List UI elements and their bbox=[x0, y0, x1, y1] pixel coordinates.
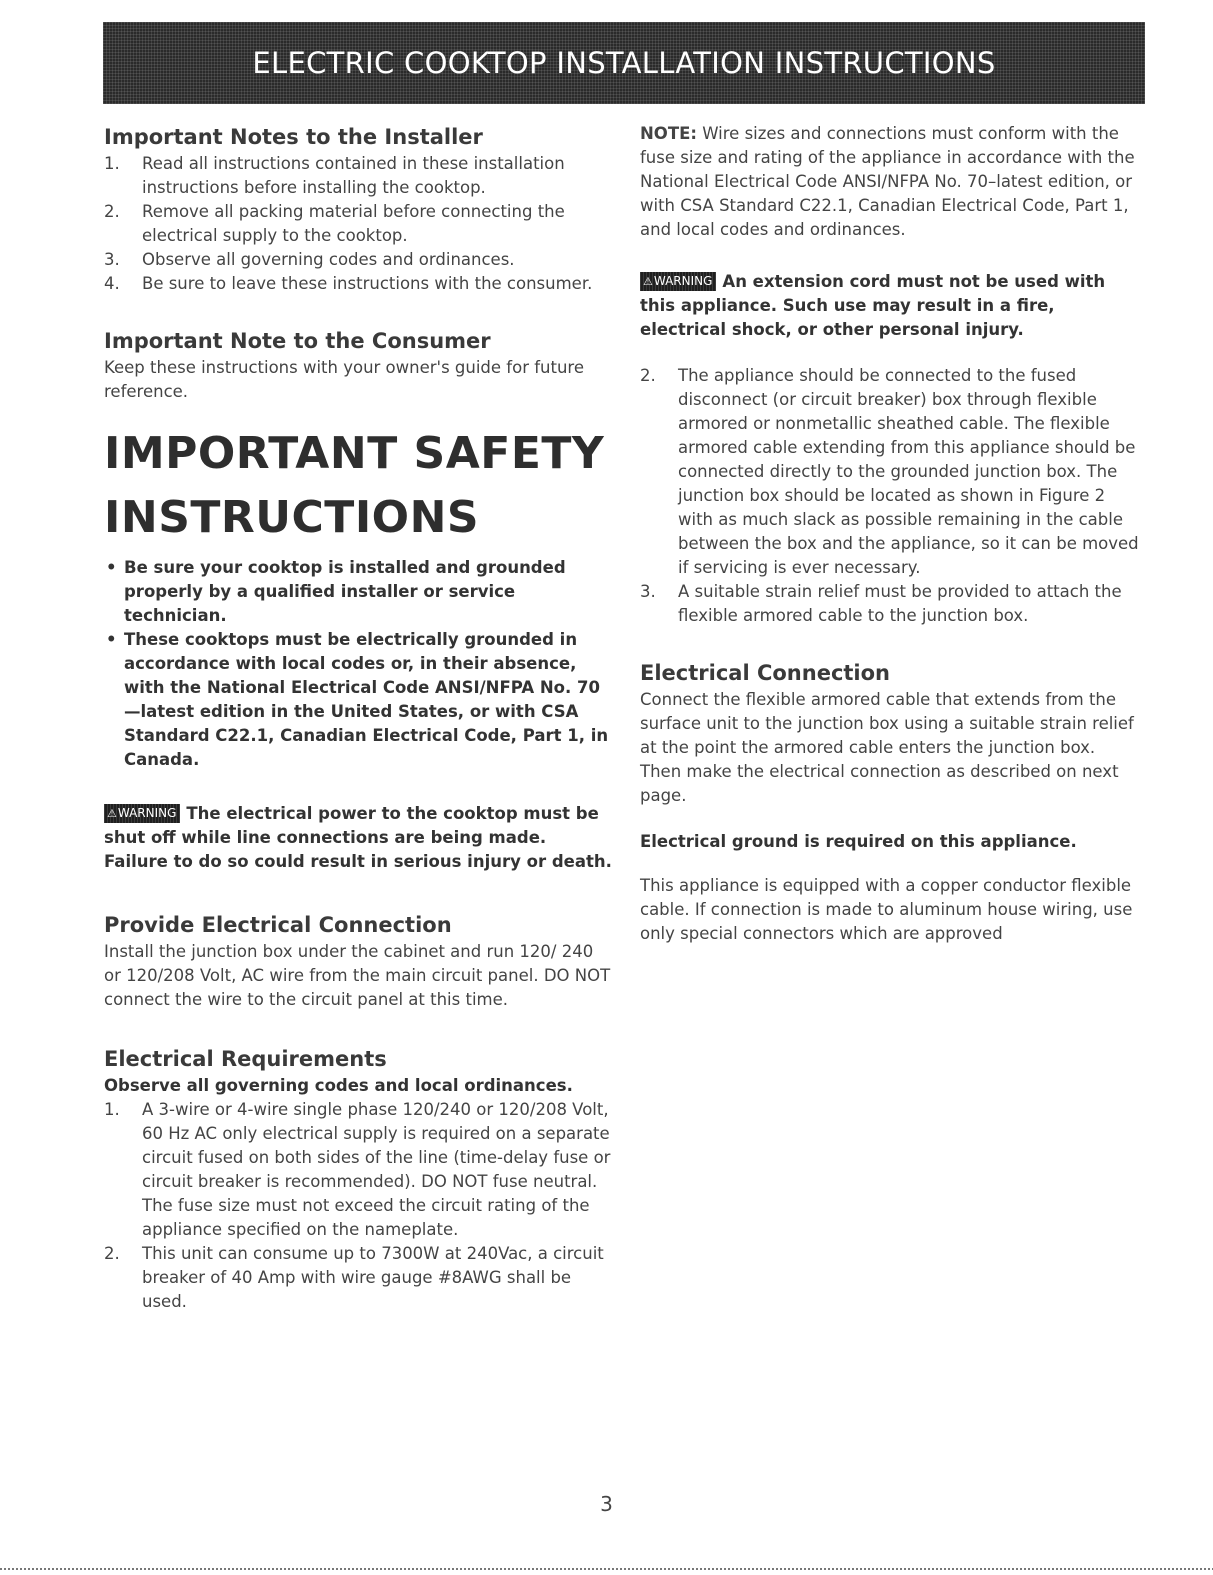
page-number: 3 bbox=[600, 1492, 613, 1516]
list-item: • These cooktops must be electrically grounded in accordance with local codes or, in their absence, with the National Electrical Code ANSI/NFPA No. 70—latest edition in the United States, or with CSA Standard C22.1, Canadian Electrical Code, Part 1, in Canada. bbox=[106, 630, 609, 769]
right-column bbox=[640, 122, 1140, 946]
ground-lead: Electrical ground is required on this appliance. bbox=[640, 832, 1077, 851]
installer-list bbox=[104, 152, 614, 296]
warning-badge: ⚠WARNING bbox=[104, 804, 180, 823]
consumer-heading: Important Note to the Consumer bbox=[104, 329, 491, 353]
page-title: ELECTRIC COOKTOP INSTALLATION INSTRUCTIONS bbox=[252, 46, 996, 80]
safety-heading: IMPORTANT SAFETY INSTRUCTIONS bbox=[104, 428, 605, 543]
installer-heading: Important Notes to the Installer bbox=[104, 125, 483, 149]
list-item: 3. A suitable strain relief must be provided to attach the flexible armored cable to the junction box. bbox=[640, 582, 1122, 625]
safety-bullets bbox=[104, 556, 614, 772]
connection-steps bbox=[640, 364, 1140, 628]
provide-text: Install the junction box under the cabinet and run 120/ 240 or 120/208 Volt, AC wire from the main circuit panel. DO NOT connect the wire to the circuit panel at this time. bbox=[104, 942, 611, 1009]
consumer-text: Keep these instructions with your owner's guide for future reference. bbox=[104, 358, 584, 401]
list-item: 3. Observe all governing codes and ordinances. bbox=[104, 250, 515, 269]
note-paragraph: NOTE: Wire sizes and connections must conform with the fuse size and rating of the appliance in accordance with the National Electrical Code ANSI/NFPA No. 70–latest edition, or with CSA Standard C22.1, Canadian Electrical Code, Part 1, and local codes and ordinances. bbox=[640, 124, 1135, 239]
list-item: 1. Read all instructions contained in these installation instructions before installing the cooktop. bbox=[104, 154, 565, 197]
list-item: 1. A 3-wire or 4-wire single phase 120/240 or 120/208 Volt, 60 Hz AC only electrical supply is required on a separate circuit fused on both sides of the line (time-delay fuse or circuit breaker is recommended). DO NOT fuse neutral. The fuse size must not exceed the circuit rating of the appliance specified on the nameplate. bbox=[104, 1100, 611, 1239]
warning-triangle-icon: ⚠ bbox=[643, 275, 653, 288]
requirements-heading: Electrical Requirements bbox=[104, 1047, 387, 1071]
left-column bbox=[104, 122, 614, 1314]
note-label: NOTE: bbox=[640, 124, 697, 143]
power-warning: ⚠WARNING The electrical power to the cooktop must be shut off while line connections are being made. Failure to do so could result in serious injury or death. bbox=[104, 804, 612, 871]
footer-divider bbox=[0, 1568, 1213, 1570]
ground-text: This appliance is equipped with a copper conductor flexible cable. If connection is made to aluminum house wiring, use only special connectors which are approved bbox=[640, 876, 1133, 943]
connection-heading: Electrical Connection bbox=[640, 661, 891, 685]
requirements-list bbox=[104, 1098, 614, 1314]
extension-cord-warning: ⚠WARNING An extension cord must not be used with this appliance. Such use may result in a fire, electrical shock, or other personal injury. bbox=[640, 272, 1106, 339]
title-banner bbox=[103, 22, 1145, 104]
list-item: 2. Remove all packing material before connecting the electrical supply to the cooktop. bbox=[104, 202, 565, 245]
list-item: 2. This unit can consume up to 7300W at 240Vac, a circuit breaker of 40 Amp with wire gauge #8AWG shall be used. bbox=[104, 1244, 604, 1311]
connection-text: Connect the flexible armored cable that extends from the surface unit to the junction box using a suitable strain relief at the point the armored cable enters the junction box. Then make the electrical connection as described on next page. bbox=[640, 690, 1134, 805]
requirements-lead: Observe all governing codes and local ordinances. bbox=[104, 1076, 573, 1095]
list-item: • Be sure your cooktop is installed and grounded properly by a qualified installer or service technician. bbox=[106, 558, 566, 625]
list-item: 2. The appliance should be connected to the fused disconnect (or circuit breaker) box through flexible armored or nonmetallic sheathed cable. The flexible armored cable extending from this appliance should be connected directly to the grounded junction box. The junction box should be located as shown in Figure 2 with as much slack as possible remaining in the cable between the box and the appliance, so it can be moved if servicing is ever necessary. bbox=[640, 366, 1139, 577]
warning-triangle-icon: ⚠ bbox=[107, 807, 117, 820]
warning-badge: ⚠WARNING bbox=[640, 272, 716, 291]
list-item: 4. Be sure to leave these instructions with the consumer. bbox=[104, 274, 593, 293]
provide-heading: Provide Electrical Connection bbox=[104, 913, 452, 937]
